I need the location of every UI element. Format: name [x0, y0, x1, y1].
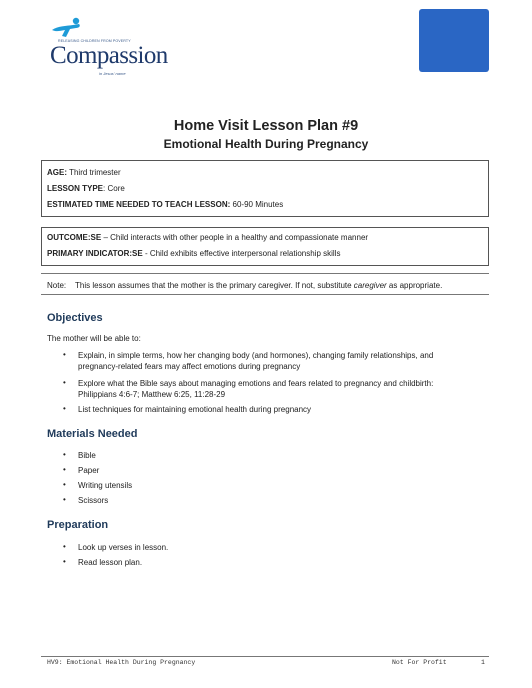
time-value: 60-90 Minutes [230, 200, 284, 209]
footer-not-for-profit: Not For Profit [392, 659, 447, 666]
material-item: Scissors [78, 496, 109, 505]
bullet-icon: • [63, 557, 66, 566]
age-label: AGE: [47, 168, 67, 177]
logo-subtitle: in Jesus' name [99, 71, 126, 76]
note-text-end: as appropriate. [386, 281, 443, 290]
outcome-value: – Child interacts with other people in a healthy and compassionate manner [101, 233, 369, 242]
indicator-value: - Child exhibits effective interpersonal relationship skills [142, 249, 341, 258]
material-item: Writing utensils [78, 481, 133, 490]
material-item: Bible [78, 451, 96, 460]
preparation-heading: Preparation [47, 519, 109, 531]
page-number: 1 [481, 659, 485, 666]
outcome-line [47, 233, 368, 242]
objective-item: List techniques for maintaining emotional health during pregnancy [78, 405, 312, 414]
bullet-icon: • [63, 404, 66, 413]
preparation-item: Look up verses in lesson. [78, 543, 169, 552]
footer-rule [41, 656, 489, 657]
bullet-icon: • [63, 465, 66, 474]
bullet-icon: • [63, 480, 66, 489]
note-label: Note: [47, 281, 67, 290]
bullet-icon: • [63, 495, 66, 504]
logo-wordmark: Compassion [50, 42, 168, 69]
indicator-line [47, 249, 340, 258]
brand-color-block [419, 9, 489, 72]
bullet-icon: • [63, 378, 66, 387]
objective-item: Explain, in simple terms, how her changing body (and hormones), changing family relationships, and pregnancy-related fears may affect emotions during pregnancy [78, 351, 434, 371]
time-line [47, 200, 283, 209]
outcome-box [41, 227, 489, 266]
page-subtitle: Emotional Health During Pregnancy [163, 137, 369, 151]
outcome-label: OUTCOME:SE [47, 233, 102, 242]
bullet-icon: • [63, 350, 66, 359]
lesson-type-line [47, 184, 125, 193]
note-bottom-rule [41, 294, 489, 295]
materials-heading: Materials Needed [47, 428, 138, 440]
lesson-type-label: LESSON TYPE [47, 184, 104, 193]
bullet-icon: • [63, 542, 66, 551]
objectives-heading: Objectives [47, 312, 103, 324]
lesson-info-box [41, 160, 489, 217]
objective-item: Explore what the Bible says about managing emotions and fears related to pregnancy and childbirth: Philippians 4:6-7; Matthew 6:25, 11:28-29 [78, 379, 434, 399]
compassion-logo [46, 17, 168, 76]
lesson-type-value: : Core [103, 184, 125, 193]
objectives-intro: The mother will be able to: [47, 334, 141, 343]
age-line [47, 168, 121, 177]
note-text: This lesson assumes that the mother is the primary caregiver. If not, substitute [75, 281, 354, 290]
note-italic: caregiver [353, 281, 387, 290]
logo-tagline: RELEASING CHILDREN FROM POVERTY [58, 39, 131, 43]
time-label: ESTIMATED TIME NEEDED TO TEACH LESSON: [47, 200, 231, 209]
preparation-item: Read lesson plan. [78, 558, 143, 567]
footer-doc-title: HV9: Emotional Health During Pregnancy [47, 659, 196, 666]
page-title: Home Visit Lesson Plan #9 [173, 118, 359, 134]
indicator-label: PRIMARY INDICATOR:SE [47, 249, 143, 258]
age-value: Third trimester [67, 168, 121, 177]
bullet-icon: • [63, 450, 66, 459]
note [47, 281, 442, 290]
note-top-rule [41, 273, 489, 274]
material-item: Paper [78, 466, 100, 475]
